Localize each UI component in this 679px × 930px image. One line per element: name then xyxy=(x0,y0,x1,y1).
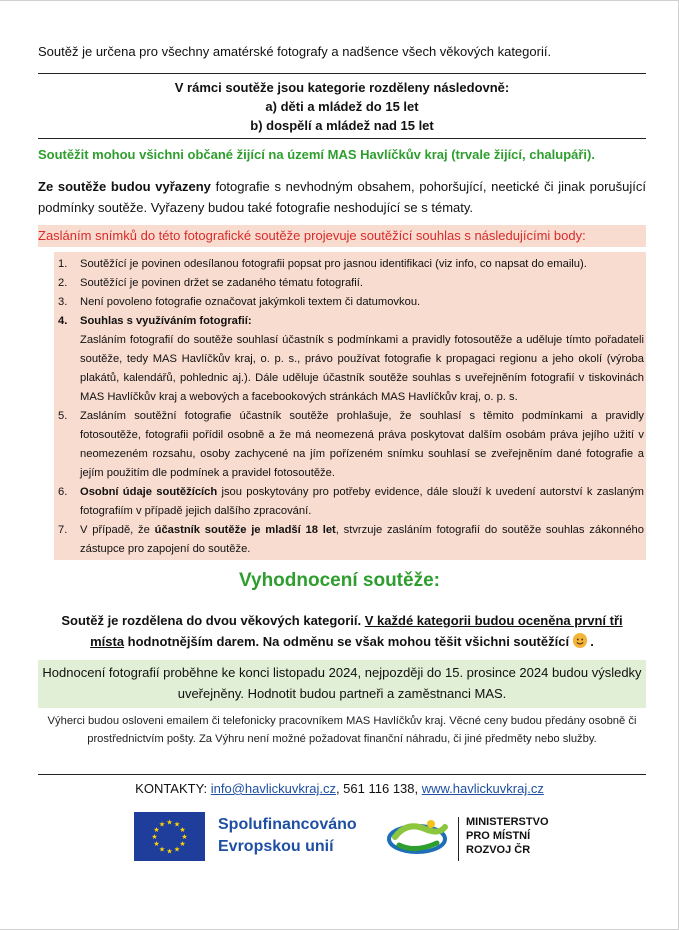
category-b: b) dospělí a mládež nad 15 let xyxy=(250,118,434,133)
rule-number: 5. xyxy=(58,410,68,422)
svg-text:★: ★ xyxy=(153,840,160,848)
svg-text:★: ★ xyxy=(166,818,173,827)
ministry-text xyxy=(466,815,549,857)
list-item xyxy=(58,293,644,312)
eu-text-line: Spolufinancováno xyxy=(218,816,357,833)
evaluation-title: Vyhodnocení soutěže: xyxy=(239,570,440,591)
svg-text:★: ★ xyxy=(166,847,173,856)
rule-number: 6. xyxy=(58,486,68,498)
svg-text:★: ★ xyxy=(173,845,181,854)
rules-list xyxy=(58,255,644,559)
divider xyxy=(38,73,646,74)
rule-number: 7. xyxy=(58,524,68,536)
eu-text-line: Evropskou unií xyxy=(218,838,334,855)
svg-text:★: ★ xyxy=(179,826,186,834)
email-link[interactable]: info@havlickuvkraj.cz xyxy=(210,781,336,796)
svg-text:★: ★ xyxy=(158,845,166,854)
rule-bold: účastník soutěže je mladší 18 let xyxy=(154,524,336,536)
exclusion-lead: Ze soutěže budou vyřazeny xyxy=(38,179,211,194)
categories-heading: V rámci soutěže jsou kategorie rozděleny následovně: xyxy=(174,80,510,95)
evaluation-underlined: V každé kategorii budou oceněna první tři místa xyxy=(90,613,623,649)
evaluation-part: hodnotnějším darem. Na odměnu se však mohou těšit všichni soutěžící xyxy=(124,634,573,649)
list-item xyxy=(58,312,644,407)
ministry-text-line: PRO MÍSTNÍ xyxy=(466,830,531,842)
svg-text:★: ★ xyxy=(181,833,188,841)
rule-number: 3. xyxy=(58,296,68,308)
ministry-text-line: ROZVOJ ČR xyxy=(466,844,531,856)
rule-pre: V případě, že xyxy=(80,524,155,536)
phone-text: , 561 116 138, xyxy=(335,781,422,796)
svg-text:★: ★ xyxy=(179,840,186,848)
ministry-text-line: MINISTERSTVO xyxy=(466,816,549,828)
rule-number: 4. xyxy=(58,315,68,327)
smiley-emoji-icon xyxy=(573,633,587,647)
svg-text:★: ★ xyxy=(158,820,166,829)
svg-text:★: ★ xyxy=(173,820,181,829)
rule-text: , stvrzuje zasláním fotografií do soutěže souhlas zákonného zástupce pro zapojení do soutěže. xyxy=(80,524,644,555)
exclusion-paragraph xyxy=(38,176,646,218)
results-notice: Hodnocení fotografií proběhne ke konci listopadu 2024, nejpozději do 15. prosince 2024 budou výsledky uveřejněny. Hodnotit budou partneři a zaměstnanci MAS. xyxy=(38,660,646,708)
page-border-top xyxy=(0,0,679,1)
divider xyxy=(38,774,646,775)
evaluation-part: . xyxy=(586,634,594,649)
rule-text: Zasláním fotografií do soutěže souhlasí účastník s podmínkami a pravidly fotosoutěže a uděluje tímto pořadateli soutěže, tedy MAS Havlíčkův kraj, o. p. s., právo používat fotografie k propagaci regionu a jeho okolí (výroba plakátů, kalendářů, pohlednic aj.). Dále uděluje účastník soutěže souhlas s uveřejněním fotografií v tiskovinách MAS Havlíčkův kraj a webových a facebookových stránkách MAS Havlíčkův kraj, o. p. s. xyxy=(80,334,644,403)
list-item xyxy=(58,407,644,483)
mmr-logo-icon xyxy=(385,815,451,862)
rule-bold: Osobní údaje soutěžících xyxy=(80,486,218,498)
rule-text: Není povoleno fotografie označovat jakýmkoli textem či datumovkou. xyxy=(80,296,421,308)
consent-heading: Zasláním snímků do této fotografické soutěže projevuje soutěžící souhlas s následujícími body: xyxy=(38,225,646,247)
categories-block xyxy=(38,78,646,135)
rule-number: 2. xyxy=(58,277,68,289)
list-item xyxy=(58,483,644,521)
divider xyxy=(38,138,646,139)
logo-separator xyxy=(458,817,459,861)
rule-number: 1. xyxy=(58,258,68,270)
eu-cofinanced-text xyxy=(218,814,357,858)
contacts-line xyxy=(0,781,679,796)
rule-text: jsou poskytovány pro potřeby evidence, dále slouží k uvedení autorství k zaslaným fotografiím v případě jejich dalšího zpracování. xyxy=(80,486,644,517)
rule-title: Souhlas s využíváním fotografií: xyxy=(80,315,252,327)
intro-text: Soutěž je určena pro všechny amatérské fotografy a nadšence všech věkových kategorií. xyxy=(38,44,552,59)
winners-text: Výherci budou osloveni emailem či telefonicky pracovníkem MAS Havlíčkův kraj. Věcné ceny budou předány osobně či prostřednictvím pošty. Za Výhru není možné požadovat finanční náhradu, či jiné předměty nebo služby. xyxy=(47,715,637,745)
category-a: a) děti a mládež do 15 let xyxy=(265,99,419,114)
contacts-label: KONTAKTY: xyxy=(135,781,211,796)
rule-text: Soutěžící je povinen držet se zadaného tématu fotografií. xyxy=(80,277,363,289)
eu-flag-icon xyxy=(134,812,205,861)
list-item xyxy=(58,274,644,293)
exclusion-rest: fotografie s nevhodným obsahem, pohoršující, neetické či jinak porušující podmínky soutěže. Vyřazeny budou také fotografie neshodující se s tématy. xyxy=(38,179,646,215)
eligibility-text: Soutěžit mohou všichni občané žijící na území MAS Havlíčkův kraj (trvale žijící, chalupáři). xyxy=(38,147,595,162)
website-link[interactable]: www.havlickuvkraj.cz xyxy=(421,781,544,796)
svg-text:★: ★ xyxy=(153,826,160,834)
rule-text: Zasláním soutěžní fotografie účastník soutěže prohlašuje, že souhlasí s těmito podmínkami a pravidly fotosoutěže, fotografii pořídil osobně a že má neomezená práva poskytovat dalším osobám práva jejího užití v neomezeném rozsahu, osoby zachycené na jím pořízeném snímku souhlasí se zveřejněním dané fotografie a jejím použitím dle podmínek a pravidel fotosoutěže. xyxy=(80,410,644,479)
list-item xyxy=(58,255,644,274)
svg-text:★: ★ xyxy=(151,833,158,841)
evaluation-part: Soutěž je rozdělena do dvou věkových kategorií. xyxy=(61,613,365,628)
rule-text: Soutěžící je povinen odesílanou fotografii popsat pro jasnou identifikaci (viz info, co napsat do emailu). xyxy=(80,258,587,270)
list-item xyxy=(58,521,644,559)
evaluation-text xyxy=(48,610,636,652)
